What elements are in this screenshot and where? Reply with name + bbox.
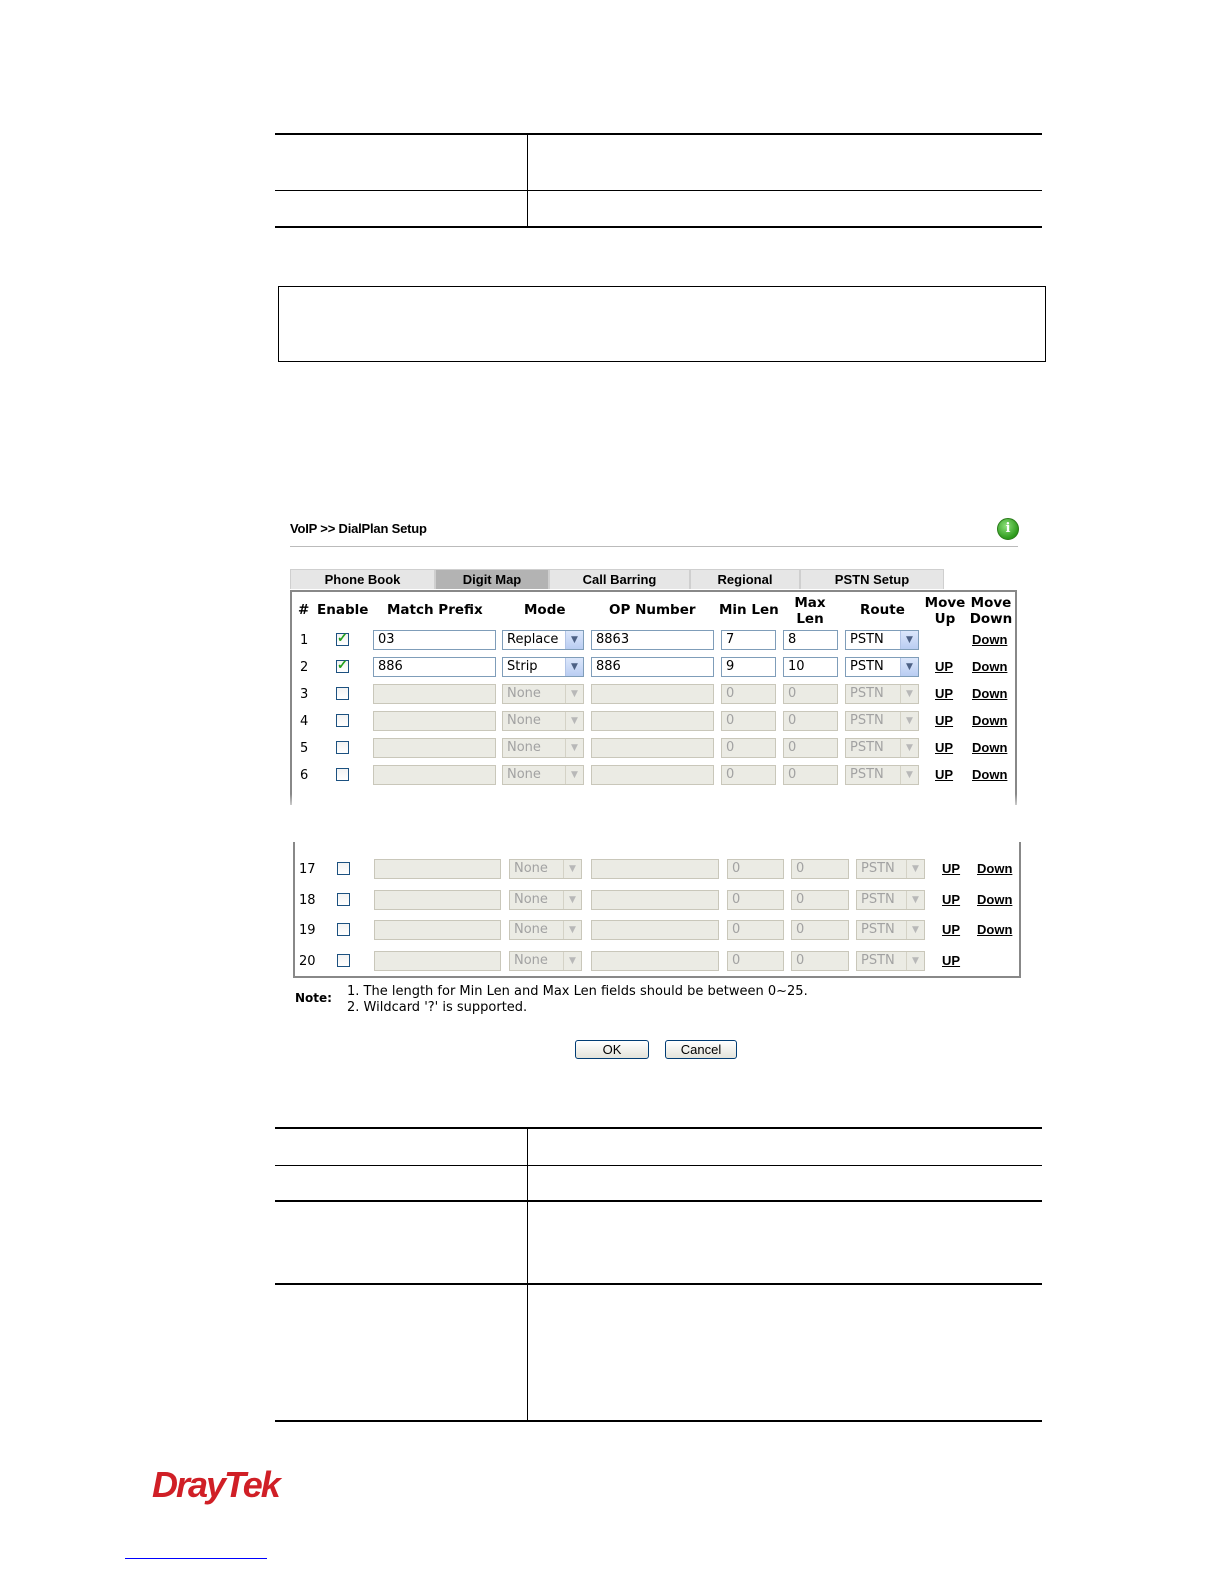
op-number-input[interactable] (591, 684, 714, 704)
mode-select[interactable] (509, 890, 582, 910)
enable-checkbox[interactable] (337, 893, 350, 906)
max-len-input[interactable]: 0 (783, 711, 838, 731)
mode-value: None (514, 922, 548, 938)
max-len-input[interactable]: 10 (783, 657, 838, 677)
mode-value: Replace (507, 632, 559, 647)
mode-select[interactable] (502, 684, 584, 704)
min-len-input[interactable]: 9 (721, 657, 776, 677)
row-number: 2 (300, 660, 309, 675)
route-select[interactable] (845, 684, 919, 704)
move-up-link[interactable]: UP (942, 922, 961, 938)
chevron-down-icon: ▼ (900, 631, 918, 649)
screenshot-cut-fade (280, 794, 1028, 842)
chevron-down-icon: ▼ (565, 766, 583, 784)
route-value: PSTN (861, 953, 895, 969)
match-prefix-input[interactable] (373, 711, 496, 731)
op-number-input[interactable] (591, 711, 714, 731)
row-number: 19 (299, 923, 316, 939)
move-down-link[interactable]: Down (972, 659, 1008, 674)
doc-table-bottom-rule (275, 226, 1042, 228)
col-header-mode: Mode (524, 602, 566, 618)
title-divider (290, 546, 1018, 547)
route-value: PSTN (850, 659, 884, 674)
op-number-input[interactable] (591, 920, 719, 940)
move-up-link[interactable]: UP (935, 740, 954, 755)
route-value: PSTN (850, 767, 884, 782)
move-up-link[interactable]: UP (935, 767, 954, 782)
chevron-down-icon: ▼ (563, 952, 581, 970)
op-number-input[interactable]: 8863 (591, 630, 714, 650)
mode-select[interactable] (502, 657, 584, 677)
route-select[interactable] (845, 711, 919, 731)
chevron-down-icon: ▼ (563, 891, 581, 909)
op-number-input[interactable] (591, 859, 719, 879)
col-header-num: # (298, 602, 310, 618)
chevron-down-icon: ▼ (906, 952, 924, 970)
min-len-input[interactable]: 7 (721, 630, 776, 650)
doc-table-divider (527, 135, 528, 227)
move-down-link[interactable]: Down (972, 686, 1008, 701)
move-down-link[interactable]: Down (972, 767, 1008, 782)
route-select[interactable] (856, 890, 925, 910)
move-up-link[interactable]: UP (942, 861, 961, 876)
row-number: 20 (299, 954, 316, 970)
match-prefix-input[interactable] (373, 765, 496, 785)
mode-value: None (514, 861, 548, 876)
max-len-input[interactable]: 0 (783, 765, 838, 785)
route-select[interactable] (845, 765, 919, 785)
max-len-input[interactable]: 0 (791, 951, 849, 971)
op-number-input[interactable] (591, 951, 719, 971)
move-up-link[interactable]: UP (935, 686, 954, 701)
enable-checkbox[interactable] (336, 687, 349, 700)
min-len-input[interactable]: 0 (727, 920, 784, 940)
op-number-input[interactable] (591, 738, 714, 758)
max-len-input[interactable]: 0 (791, 890, 849, 910)
chevron-down-icon: ▼ (563, 921, 581, 939)
mode-value: None (507, 686, 541, 701)
row-number: 18 (299, 892, 316, 908)
tab-regional[interactable]: Regional (690, 569, 800, 589)
match-prefix-input[interactable] (374, 890, 501, 910)
route-value: PSTN (861, 861, 895, 876)
doc-table-top-rule (275, 133, 1042, 135)
max-len-input[interactable]: 0 (791, 920, 849, 940)
mode-value: None (507, 740, 541, 755)
tab-call-barring[interactable]: Call Barring (549, 569, 690, 589)
mode-select[interactable] (509, 859, 582, 879)
route-select[interactable] (856, 920, 925, 940)
route-value: PSTN (861, 891, 895, 907)
route-select[interactable] (845, 630, 919, 650)
doc-table2-bottom-rule (275, 1420, 1042, 1422)
mode-value: None (507, 767, 541, 782)
chevron-down-icon: ▼ (900, 685, 918, 703)
route-value: PSTN (850, 686, 884, 701)
enable-checkbox[interactable] (336, 741, 349, 754)
chevron-down-icon: ▼ (900, 712, 918, 730)
tab-phone-book[interactable]: Phone Book (290, 569, 435, 589)
mode-select[interactable] (502, 630, 584, 650)
match-prefix-input[interactable] (374, 920, 501, 940)
col-header-move-up-line2: Up (934, 611, 956, 627)
doc-table2-top-rule (275, 1127, 1042, 1129)
col-header-enable: Enable (317, 602, 369, 618)
doc-table2-rule-1 (275, 1165, 1042, 1166)
chevron-down-icon: ▼ (906, 891, 924, 909)
min-len-input[interactable]: 0 (727, 951, 784, 971)
route-select[interactable] (845, 738, 919, 758)
enable-checkbox[interactable] (337, 923, 350, 936)
row-number: 1 (300, 633, 309, 648)
row-number: 6 (300, 768, 309, 783)
footer-link-underline (125, 1558, 267, 1559)
route-value: PSTN (850, 713, 884, 728)
tab-digit-map[interactable]: Digit Map (435, 569, 549, 589)
col-header-min-len: Min Len (719, 602, 779, 618)
note-label: Note: (295, 991, 332, 1005)
mode-select[interactable] (502, 765, 584, 785)
mode-value: None (514, 953, 548, 969)
chevron-down-icon: ▼ (565, 631, 583, 649)
max-len-input[interactable]: 0 (783, 738, 838, 758)
move-up-link[interactable]: UP (935, 713, 954, 728)
info-icon[interactable]: i (997, 518, 1019, 540)
row-number: 3 (300, 687, 309, 702)
col-header-max-len-line2: Len (796, 611, 824, 627)
mode-select[interactable] (509, 951, 582, 971)
enable-checkbox[interactable] (336, 660, 349, 673)
ok-button[interactable]: OK (575, 1040, 649, 1059)
min-len-input[interactable]: 0 (721, 711, 776, 731)
doc-table2-rule-2 (275, 1200, 1042, 1202)
route-value: PSTN (850, 632, 884, 647)
mode-select[interactable] (509, 920, 582, 940)
note-line-1: 1. The length for Min Len and Max Len fields should be between 0~25. (347, 984, 808, 999)
chevron-down-icon: ▼ (906, 860, 924, 878)
chevron-down-icon: ▼ (900, 658, 918, 676)
min-len-input[interactable]: 0 (727, 890, 784, 910)
doc-table2-divider (527, 1129, 528, 1421)
col-header-max-len (792, 595, 828, 627)
doc-table-mid-rule (275, 190, 1042, 191)
max-len-input[interactable]: 0 (791, 859, 849, 879)
move-up-link[interactable]: UP (942, 953, 961, 969)
col-header-op-number: OP Number (609, 602, 696, 618)
chevron-down-icon: ▼ (565, 712, 583, 730)
match-prefix-input[interactable] (373, 738, 496, 758)
match-prefix-input[interactable] (374, 859, 501, 879)
route-select[interactable] (845, 657, 919, 677)
move-up-link[interactable]: UP (935, 659, 954, 674)
enable-checkbox[interactable] (336, 768, 349, 781)
move-down-link[interactable]: Down (977, 891, 1013, 907)
note-line-2: 2. Wildcard '?' is supported. (347, 1000, 528, 1015)
col-header-move-down (969, 595, 1013, 627)
col-header-move-down-line2: Down (969, 611, 1013, 627)
enable-checkbox[interactable] (337, 954, 350, 967)
chevron-down-icon: ▼ (565, 685, 583, 703)
mode-value: Strip (507, 659, 538, 674)
mode-value: None (514, 891, 548, 907)
draytek-logo: DrayTek (152, 1464, 279, 1505)
col-header-move-up (923, 595, 967, 627)
chevron-down-icon: ▼ (900, 766, 918, 784)
op-number-input[interactable] (591, 765, 714, 785)
move-down-link[interactable]: Down (972, 713, 1008, 728)
match-prefix-input[interactable] (374, 951, 501, 971)
note-box (278, 286, 1046, 362)
mode-value: None (507, 713, 541, 728)
enable-checkbox[interactable] (336, 633, 349, 646)
match-prefix-input[interactable]: 03 (373, 630, 496, 650)
tab-bar (290, 569, 944, 590)
op-number-input[interactable] (591, 890, 719, 910)
route-select[interactable] (856, 859, 925, 879)
max-len-input[interactable]: 0 (783, 684, 838, 704)
row-number: 4 (300, 714, 309, 729)
cancel-button[interactable]: Cancel (665, 1040, 737, 1059)
move-down-link[interactable]: Down (977, 861, 1013, 876)
row-number: 17 (299, 862, 316, 877)
chevron-down-icon: ▼ (565, 658, 583, 676)
chevron-down-icon: ▼ (906, 921, 924, 939)
min-len-input[interactable]: 0 (727, 859, 784, 879)
tab-pstn-setup[interactable]: PSTN Setup (800, 569, 944, 589)
chevron-down-icon: ▼ (563, 860, 581, 878)
col-header-max-len-line1: Max (794, 595, 826, 611)
col-header-move-up-line1: Move (924, 595, 966, 611)
move-up-link[interactable]: UP (942, 891, 961, 907)
min-len-input[interactable]: 0 (721, 684, 776, 704)
max-len-input[interactable]: 8 (783, 630, 838, 650)
mode-select[interactable] (502, 738, 584, 758)
op-number-input[interactable]: 886 (591, 657, 714, 677)
match-prefix-input[interactable] (373, 684, 496, 704)
row-number: 5 (300, 741, 309, 756)
move-down-link[interactable]: Down (977, 922, 1013, 938)
chevron-down-icon: ▼ (565, 739, 583, 757)
col-header-match-prefix: Match Prefix (387, 602, 483, 618)
chevron-down-icon: ▼ (900, 739, 918, 757)
dialplan-screenshot (280, 510, 1028, 1075)
enable-checkbox[interactable] (336, 714, 349, 727)
move-down-link[interactable]: Down (972, 632, 1008, 647)
col-header-move-down-line1: Move (970, 595, 1012, 611)
match-prefix-input[interactable]: 886 (373, 657, 496, 677)
route-select[interactable] (856, 951, 925, 971)
doc-table2-rule-3 (275, 1283, 1042, 1285)
route-value: PSTN (850, 740, 884, 755)
enable-checkbox[interactable] (337, 862, 350, 875)
page-title: VoIP >> DialPlan Setup (290, 521, 427, 536)
mode-select[interactable] (502, 711, 584, 731)
col-header-route: Route (860, 602, 905, 618)
min-len-input[interactable]: 0 (721, 738, 776, 758)
route-value: PSTN (861, 922, 895, 938)
min-len-input[interactable]: 0 (721, 765, 776, 785)
move-down-link[interactable]: Down (972, 740, 1008, 755)
